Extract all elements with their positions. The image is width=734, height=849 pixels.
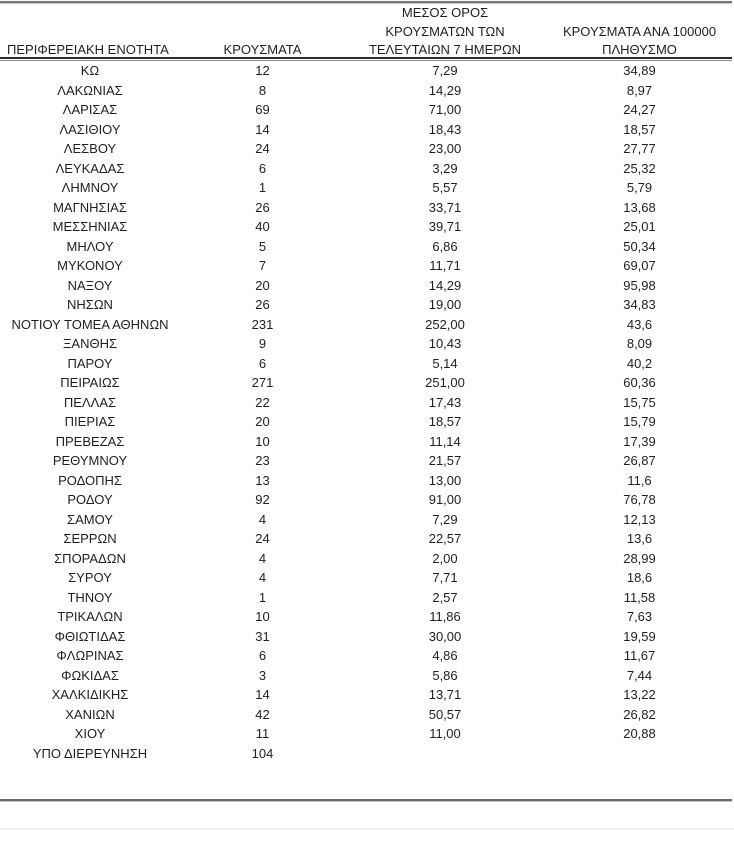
cell-region: ΧΑΛΚΙΔΙΚΗΣ [51, 687, 129, 702]
cell-region: ΥΠΟ ΔΙΕΡΕΥΝΗΣΗ [32, 745, 148, 761]
cell-region: ΠΕΛΛΑΣ [63, 394, 117, 410]
cell-cases: 31 [255, 628, 270, 644]
cell-region: ΦΩΚΙΔΑΣ [61, 667, 119, 683]
cell-region: ΣΑΜΟΥ [67, 511, 113, 527]
table-header-row [0, 4, 734, 57]
cell-region: ΞΑΝΘΗΣ [62, 336, 118, 351]
table-row [0, 334, 734, 354]
table-row [0, 217, 734, 237]
table-row [0, 178, 734, 198]
cell-7day-average: 11,71 [429, 258, 461, 273]
cell-region: ΦΛΩΡΙΝΑΣ [56, 648, 124, 663]
cell-region: ΣΠΟΡΑΔΩΝ [54, 550, 126, 566]
cell-7day-average: 39,71 [428, 219, 462, 234]
cell-7day-average: 7,71 [432, 570, 458, 585]
cell-cases-per-100000: 17,39 [623, 433, 656, 449]
table-row [0, 159, 734, 179]
cell-cases: 1 [258, 589, 267, 605]
column-header-cases-per-100000: ΚΡΟΥΣΜΑΤΑ ΑΝΑ 100000 ΠΛΗΘΥΣΜΟ [562, 23, 717, 57]
cell-region: ΜΥΚΟΝΟΥ [57, 258, 123, 273]
cell-region: ΝΑΞΟΥ [67, 277, 113, 293]
cell-cases-per-100000: 43,6 [626, 316, 653, 332]
table-row [0, 471, 734, 491]
cell-region: ΡΟΔΟΥ [67, 492, 113, 507]
table-row [0, 81, 734, 101]
cell-7day-average: 4,86 [432, 648, 458, 663]
cell-region: ΡΟΔΟΠΗΣ [58, 472, 122, 488]
cell-cases: 40 [255, 219, 270, 234]
table-row [0, 315, 734, 335]
cell-cases-per-100000: 25,32 [623, 160, 656, 176]
page-footer-divider [0, 828, 734, 830]
cell-7day-average: 5,86 [432, 667, 458, 683]
regional-cases-table [0, 4, 734, 763]
cell-cases-per-100000: 26,87 [623, 453, 656, 468]
cell-7day-average [345, 744, 545, 764]
cell-cases: 4 [258, 550, 267, 566]
cell-cases-per-100000: 95,98 [623, 277, 656, 293]
cell-cases-per-100000: 5,79 [626, 180, 653, 195]
cell-region: ΛΗΜΝΟΥ [61, 180, 119, 195]
cell-cases: 6 [258, 355, 267, 371]
table-row [0, 276, 734, 296]
cell-region: ΛΑΣΙΘΙΟΥ [59, 121, 121, 137]
cell-region: ΝΗΣΩΝ [67, 297, 113, 312]
table-row [0, 607, 734, 627]
table-row [0, 627, 734, 647]
cell-cases: 5 [258, 238, 267, 254]
cell-cases-per-100000: 40,2 [626, 355, 653, 371]
cell-7day-average: 13,71 [428, 687, 462, 702]
cell-7day-average: 71,00 [428, 102, 462, 117]
table-row [0, 451, 734, 471]
cell-cases-per-100000: 7,63 [626, 609, 653, 624]
cell-region: ΜΑΓΝΗΣΙΑΣ [53, 199, 127, 215]
cell-cases-per-100000: 13,22 [623, 687, 656, 702]
table-row [0, 588, 734, 608]
cell-region: ΜΕΣΣΗΝΙΑΣ [52, 219, 128, 234]
cell-7day-average: 2,57 [432, 589, 458, 605]
cell-cases-per-100000: 11,6 [627, 472, 652, 488]
cell-region: ΣΕΡΡΩΝ [63, 531, 117, 546]
cell-cases: 11 [255, 726, 270, 741]
cell-cases: 20 [255, 277, 270, 293]
cell-cases: 12 [255, 63, 270, 78]
cell-region: ΧΑΝΙΩΝ [65, 706, 115, 722]
cell-7day-average: 7,29 [432, 511, 458, 527]
table-row [0, 393, 734, 413]
cell-cases-per-100000: 27,77 [623, 141, 656, 156]
cell-cases: 69 [255, 102, 270, 117]
cell-cases: 14 [255, 687, 270, 702]
cell-cases: 231 [251, 316, 274, 332]
cell-region: ΦΘΙΩΤΙΔΑΣ [54, 628, 126, 644]
cell-7day-average: 50,57 [428, 706, 462, 722]
cell-7day-average: 2,00 [432, 550, 458, 566]
cell-7day-average: 5,14 [432, 355, 458, 371]
cell-cases-per-100000: 18,6 [626, 570, 653, 585]
cell-cases-per-100000: 18,57 [623, 121, 656, 137]
cell-region: ΚΩ [80, 63, 100, 78]
cell-7day-average: 18,57 [428, 414, 462, 429]
cell-7day-average: 13,00 [428, 472, 462, 488]
cell-cases-per-100000: 60,36 [623, 375, 656, 390]
cell-cases-per-100000: 13,68 [623, 199, 656, 215]
cell-cases: 23 [255, 453, 270, 468]
cell-7day-average: 251,00 [425, 375, 465, 390]
table-row [0, 744, 734, 764]
cell-cases-per-100000: 76,78 [623, 492, 656, 507]
cell-cases: 20 [255, 414, 270, 429]
cell-7day-average: 18,43 [428, 121, 462, 137]
cell-cases: 3 [258, 667, 267, 683]
cell-cases: 9 [258, 336, 267, 351]
table-row [0, 549, 734, 569]
cell-cases: 6 [258, 160, 267, 176]
cell-7day-average: 33,71 [428, 199, 462, 215]
cell-region: ΣΥΡΟΥ [68, 570, 112, 585]
table-row [0, 490, 734, 510]
cell-7day-average: 7,29 [432, 63, 458, 78]
cell-region: ΤΗΝΟΥ [67, 589, 113, 605]
cell-region: ΠΑΡΟΥ [67, 355, 113, 371]
cell-cases: 13 [255, 472, 270, 488]
table-row [0, 139, 734, 159]
cell-7day-average: 11,86 [429, 609, 461, 624]
table-row [0, 354, 734, 374]
table-row [0, 61, 734, 81]
cell-cases: 26 [255, 297, 270, 312]
cell-cases-per-100000: 34,83 [623, 297, 656, 312]
cell-cases-per-100000: 11,58 [623, 589, 656, 605]
cell-7day-average: 19,00 [428, 297, 462, 312]
table-row [0, 412, 734, 432]
cell-cases-per-100000: 69,07 [623, 258, 656, 273]
cell-cases-per-100000: 26,82 [623, 706, 656, 722]
cell-7day-average: 14,29 [428, 82, 462, 98]
table-row [0, 120, 734, 140]
cell-cases: 7 [258, 258, 267, 273]
column-header-region: ΠΕΡΙΦΕΡΕΙΑΚΗ ΕΝΟΤΗΤΑ [7, 42, 169, 57]
column-header-7day-average: ΜΕΣΟΣ ΟΡΟΣ ΚΡΟΥΣΜΑΤΩΝ ΤΩΝ ΤΕΛΕΥΤΑΙΩΝ 7 ΗΜΕΡΩΝ [368, 5, 522, 57]
cell-7day-average: 10,43 [428, 336, 462, 351]
table-row [0, 646, 734, 666]
cell-cases-per-100000: 24,27 [623, 102, 656, 117]
cell-7day-average: 3,29 [432, 160, 458, 176]
table-bottom-border [0, 799, 732, 802]
cell-cases-per-100000: 50,34 [623, 238, 656, 254]
cell-7day-average: 21,57 [428, 453, 462, 468]
cell-7day-average: 22,57 [428, 531, 462, 546]
cell-cases-per-100000: 15,75 [623, 394, 656, 410]
cell-region: ΜΗΛΟΥ [66, 238, 114, 254]
table-row [0, 100, 734, 120]
table-row [0, 237, 734, 257]
cell-7day-average: 30,00 [428, 628, 462, 644]
cell-7day-average: 17,43 [428, 394, 462, 410]
cell-cases-per-100000: 11,67 [623, 648, 656, 663]
table-body [0, 61, 734, 763]
cell-cases: 104 [251, 745, 274, 761]
cell-cases-per-100000: 19,59 [623, 628, 656, 644]
cell-7day-average: 11,00 [429, 726, 461, 741]
table-row [0, 198, 734, 218]
table-row [0, 529, 734, 549]
cell-cases: 4 [258, 570, 267, 585]
cell-region: ΡΕΘΥΜΝΟΥ [52, 453, 128, 468]
cell-cases-per-100000: 8,09 [626, 336, 653, 351]
table-row [0, 373, 734, 393]
cell-cases: 14 [255, 121, 270, 137]
cell-7day-average: 91,00 [428, 492, 462, 507]
cell-cases: 42 [255, 706, 270, 722]
table-row [0, 724, 734, 744]
cell-cases-per-100000: 7,44 [626, 667, 653, 683]
table-row [0, 685, 734, 705]
cell-cases: 26 [255, 199, 270, 215]
column-header-cases: ΚΡΟΥΣΜΑΤΑ [223, 42, 302, 57]
cell-cases-per-100000: 34,89 [623, 63, 656, 78]
cell-region: ΠΕΙΡΑΙΩΣ [60, 375, 120, 390]
table-row [0, 510, 734, 530]
cell-cases: 24 [255, 141, 270, 156]
cell-region: ΧΙΟΥ [74, 726, 106, 741]
cell-cases-per-100000: 15,79 [623, 414, 656, 429]
cell-cases-per-100000: 20,88 [623, 726, 656, 741]
cell-cases: 4 [258, 511, 267, 527]
cell-cases-per-100000 [545, 744, 734, 764]
cell-region: ΛΑΡΙΣΑΣ [62, 102, 118, 117]
table-row [0, 295, 734, 315]
cell-cases: 1 [258, 180, 267, 195]
cell-7day-average: 5,57 [432, 180, 458, 195]
cell-cases-per-100000: 12,13 [623, 511, 656, 527]
cell-cases: 92 [255, 492, 270, 507]
cell-7day-average: 6,86 [432, 238, 458, 254]
cell-7day-average: 23,00 [428, 141, 462, 156]
cell-7day-average: 14,29 [428, 277, 462, 293]
cell-cases-per-100000: 8,97 [626, 82, 653, 98]
cell-cases: 6 [258, 648, 267, 663]
table-row [0, 666, 734, 686]
cell-cases: 10 [255, 609, 270, 624]
cell-region: ΝΟΤΙΟΥ ΤΟΜΕΑ ΑΘΗΝΩΝ [11, 316, 169, 332]
table-row [0, 432, 734, 452]
table-row [0, 568, 734, 588]
cell-cases-per-100000: 28,99 [623, 550, 656, 566]
cell-7day-average: 252,00 [425, 316, 465, 332]
table-row [0, 705, 734, 725]
table-row [0, 256, 734, 276]
cell-region: ΠΡΕΒΕΖΑΣ [55, 433, 125, 449]
cell-cases: 24 [255, 531, 270, 546]
cell-region: ΛΕΣΒΟΥ [63, 141, 117, 156]
cell-cases-per-100000: 25,01 [623, 219, 656, 234]
cell-region: ΠΙΕΡΙΑΣ [64, 414, 116, 429]
cell-cases: 22 [255, 394, 270, 410]
cell-cases: 271 [251, 375, 274, 390]
cell-cases: 8 [258, 82, 267, 98]
cell-region: ΤΡΙΚΑΛΩΝ [57, 609, 123, 624]
cell-region: ΛΕΥΚΑΔΑΣ [55, 160, 125, 176]
cell-cases-per-100000: 13,6 [626, 531, 653, 546]
cell-cases: 10 [255, 433, 270, 449]
cell-7day-average: 11,14 [429, 433, 461, 449]
cell-region: ΛΑΚΩΝΙΑΣ [57, 82, 123, 98]
